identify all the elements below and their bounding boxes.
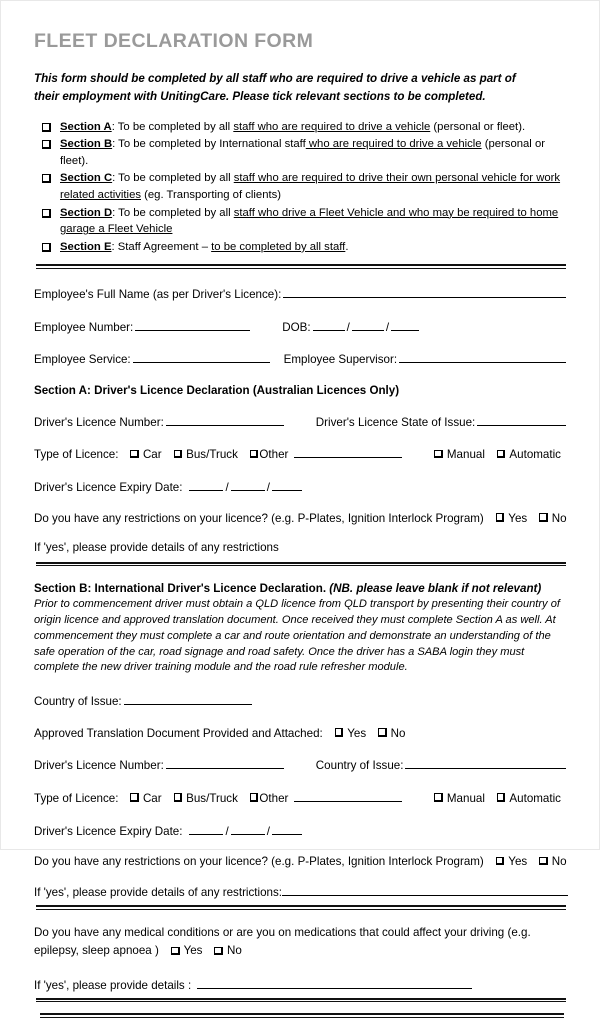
list-item[interactable] [34,119,568,136]
section-b-text-underlined: who are required to drive a vehicle [305,138,482,151]
section-a-label: Section A [60,120,112,133]
section-b-type-label: Type of Licence: [34,791,119,805]
section-a-expiry-year-input[interactable] [272,479,302,491]
employee-number-dob-row [34,319,568,336]
section-c-colon: : [112,172,116,185]
section-b-country-of-issue-input-2[interactable] [405,757,566,769]
section-a-text-before: To be completed by all [114,120,234,133]
section-b-licence-number-input[interactable] [166,757,284,769]
checkbox-transmission-manual-b[interactable] [434,793,443,802]
section-b-medical-row [34,924,554,961]
section-b-type-bustruck-label: Bus/Truck [186,791,238,805]
section-a-type-row [34,446,568,463]
employee-supervisor-input[interactable] [399,351,566,363]
section-b-ifyes-restrictions-row [34,884,568,899]
section-a-licence-number-label: Driver's Licence Number: [34,415,164,429]
section-a-expiry-month-input[interactable] [231,479,265,491]
dob-day-input[interactable] [313,319,345,331]
section-a-expiry-label: Driver's Licence Expiry Date: [34,481,183,495]
section-c-text-after: (eg. Transporting of clients) [141,189,282,202]
section-b-translation-no-label: No [390,726,406,740]
section-a-description [60,119,568,136]
section-e-text-after: . [345,240,349,253]
checkbox-restrictions-yes-b[interactable] [496,857,505,866]
section-c-label: Section C [60,172,113,185]
section-b-description [60,136,568,169]
section-b-ifyes-restrictions-input[interactable] [282,884,568,896]
dob-sep-2: / [385,320,390,334]
checkbox-licence-type-car-a[interactable] [130,450,139,459]
dob-month-input[interactable] [352,319,384,331]
section-e-text-underlined: to be completed by all staff [211,240,346,253]
section-b-restrictions-yes-label: Yes [508,855,528,869]
checkbox-licence-type-other-b[interactable] [250,793,259,802]
section-a-ifyes-label: If 'yes', please provide details of any restrictions [34,540,279,554]
checkbox-restrictions-no-b[interactable] [539,857,548,866]
section-a-type-label: Type of Licence: [34,448,119,462]
section-b-ifyes-details-input[interactable] [197,977,472,989]
checkbox-transmission-manual-a[interactable] [434,450,443,459]
section-c-text-before: To be completed by all [115,172,234,185]
divider-bottom-2 [40,1013,564,1018]
section-b-translation-row [34,726,568,742]
dob-year-input[interactable] [391,319,419,331]
document-content [34,1,568,1018]
section-a-type-bustruck-label: Bus/Truck [186,448,238,462]
section-b-paragraph: Prior to commencement driver must obtain a QLD licence from QLD transport by presenting their country of origin licence and approved translation document. Once received they must complete Section A as well. At commencement they must complete a car and route orientation and demonstrate an understanding of the safe operation of the car, road signage and road safety. Once the driver has a SABA login they must complete the new driver training module and the road rule refresher module. [34,598,560,674]
section-c-text-underlined: staff who are required to drive their own personal vehicle for work related activities [60,172,561,202]
section-b-translation-yes-label: Yes [347,726,367,740]
section-b-manual-label: Manual [446,791,485,805]
dob-label: DOB: [282,320,311,334]
section-a-state-of-issue-input[interactable] [477,414,566,426]
checkbox-restrictions-yes-a[interactable] [496,513,505,522]
section-d-text-underlined: staff who drive a Fleet Vehicle and who may be required to home garage a Fleet Vehicle [60,206,559,236]
section-b-type-row [34,790,568,807]
checkbox-licence-type-other-a[interactable] [250,450,259,459]
section-b-heading-bold: Section B: International Driver's Licence Declaration. [34,582,330,596]
section-b-heading [34,582,568,595]
section-a-licence-number-input[interactable] [166,414,284,426]
section-e-description [60,239,568,256]
section-b-text-before: To be completed by International staff [115,138,306,151]
section-b-expiry-month-input[interactable] [231,823,265,835]
section-b-expiry-row [34,823,568,840]
section-a-expiry-sep-1: / [225,481,229,495]
section-d-colon: : [112,206,116,219]
checkbox-translation-no[interactable] [378,728,387,737]
section-a-heading: Section A: Driver's Licence Declaration (Australian Licences Only) [34,383,400,397]
section-b-licence-row [34,757,568,774]
list-item[interactable] [34,205,568,238]
section-a-type-car-label: Car [142,448,162,462]
section-b-ifyes-restrictions-label: If 'yes', please provide details of any restrictions: [34,886,283,900]
checkbox-licence-type-bustruck-b[interactable] [174,793,183,802]
employee-service-label: Employee Service: [34,353,131,367]
section-b-translation-label: Approved Translation Document Provided and Attached: [34,726,323,740]
section-b-heading-note: (NB. please leave blank if not relevant) [329,582,542,596]
section-d-description [60,205,568,238]
checkbox-transmission-automatic-a[interactable] [497,450,506,459]
section-a-automatic-label: Automatic [509,448,561,462]
employee-number-label: Employee Number: [34,320,134,334]
section-b-expiry-sep-2: / [266,824,270,838]
section-b-country-of-issue-label: Country of Issue: [34,695,122,708]
list-item[interactable] [34,239,568,256]
employee-service-supervisor-row [34,351,568,368]
checkbox-medical-yes[interactable] [171,947,180,956]
section-a-expiry-day-input[interactable] [189,479,223,491]
section-a-state-of-issue-label: Driver's Licence State of Issue: [315,415,476,429]
section-a-text-underlined: staff who are required to drive a vehicle [233,120,431,133]
section-b-medical-no-label: No [226,944,242,958]
section-b-restrictions-no-label: No [551,855,567,869]
sections-checklist [34,119,568,256]
checkbox-licence-type-car-b[interactable] [130,793,139,802]
intro-paragraph: This form should be completed by all staff who are required to drive a vehicle as part of their employment with UnitingCare. Please tick relevant sections to be completed. [34,72,516,104]
section-b-text-after: (personal or fleet). [60,138,545,167]
section-b-type-other-input[interactable] [294,790,402,802]
section-b-country-of-issue-label-2: Country of Issue: [315,759,404,773]
section-b-expiry-sep-1: / [225,824,229,838]
section-b-ifyes-details-label: If 'yes', please provide details : [34,978,192,992]
section-b-type-car-label: Car [142,791,162,805]
employee-full-name-input[interactable] [283,286,566,298]
divider-bottom-1 [36,998,566,1003]
employee-full-name-label: Employee's Full Name (as per Driver's Licence): [34,287,282,301]
checkbox-medical-no[interactable] [214,947,223,956]
dob-sep-1: / [346,320,350,334]
divider-after-section-a [36,562,566,567]
section-b-type-other-label: Other [259,791,289,805]
list-item[interactable] [34,136,568,169]
section-a-restrictions-question: Do you have any restrictions on your licence? (e.g. P-Plates, Ignition Interlock Program) [34,511,484,525]
section-d-label: Section D [60,206,113,219]
section-b-medical-yes-label: Yes [183,944,203,958]
section-c-description [60,170,568,203]
section-a-restrictions-no-label: No [551,511,567,525]
section-b-country-of-issue-input[interactable] [124,693,252,705]
section-b-country-row [34,693,568,710]
section-a-expiry-row [34,479,568,496]
section-a-type-other-label: Other [259,448,289,462]
divider-after-restrictions [36,905,566,910]
section-e-text-before: Staff Agreement – [114,240,212,253]
section-a-colon: : [111,120,115,133]
checkbox-section-b[interactable] [42,140,51,149]
list-item[interactable] [34,170,568,203]
section-e-colon: : [111,240,115,253]
section-b-label: Section B [60,138,113,151]
section-a-restrictions-row [34,512,568,525]
section-b-expiry-label: Driver's Licence Expiry Date: [34,824,183,838]
section-a-restrictions-yes-label: Yes [508,511,528,525]
section-d-text-before: To be completed by all [115,206,234,219]
page-title: FLEET DECLARATION FORM [34,30,314,52]
employee-service-input[interactable] [133,351,270,363]
section-a-text-after: (personal or fleet). [430,120,526,133]
checkbox-transmission-automatic-b[interactable] [497,793,506,802]
employee-number-input[interactable] [135,319,250,331]
section-a-type-other-input[interactable] [294,446,402,458]
section-b-restrictions-row [34,855,568,868]
section-a-licence-row [34,414,568,431]
section-b-licence-number-label: Driver's Licence Number: [34,759,164,773]
section-e-label: Section E [60,240,112,253]
section-b-restrictions-question: Do you have any restrictions on your licence? (e.g. P-Plates, Ignition Interlock Program) [34,855,484,869]
checkbox-section-d[interactable] [42,209,51,218]
checkbox-section-a[interactable] [42,123,51,132]
section-a-expiry-sep-2: / [266,481,270,495]
checkbox-licence-type-bustruck-a[interactable] [174,450,183,459]
section-b-automatic-label: Automatic [509,791,561,805]
section-b-expiry-day-input[interactable] [189,823,223,835]
checkbox-section-c[interactable] [42,174,51,183]
divider-after-checklist [36,264,566,269]
checkbox-restrictions-no-a[interactable] [539,513,548,522]
checkbox-section-e[interactable] [42,243,51,252]
employee-supervisor-label: Employee Supervisor: [283,353,398,367]
section-a-manual-label: Manual [446,448,485,462]
section-b-medical-question: Do you have any medical conditions or are you on medications that could affect your driving (e.g. epilepsy, sleep apnoea ) [34,925,531,958]
section-b-ifyes-details-row [34,977,568,992]
section-b-expiry-year-input[interactable] [272,823,302,835]
employee-full-name-row [34,286,568,303]
section-b-colon: : [112,138,116,151]
checkbox-translation-yes[interactable] [335,728,344,737]
